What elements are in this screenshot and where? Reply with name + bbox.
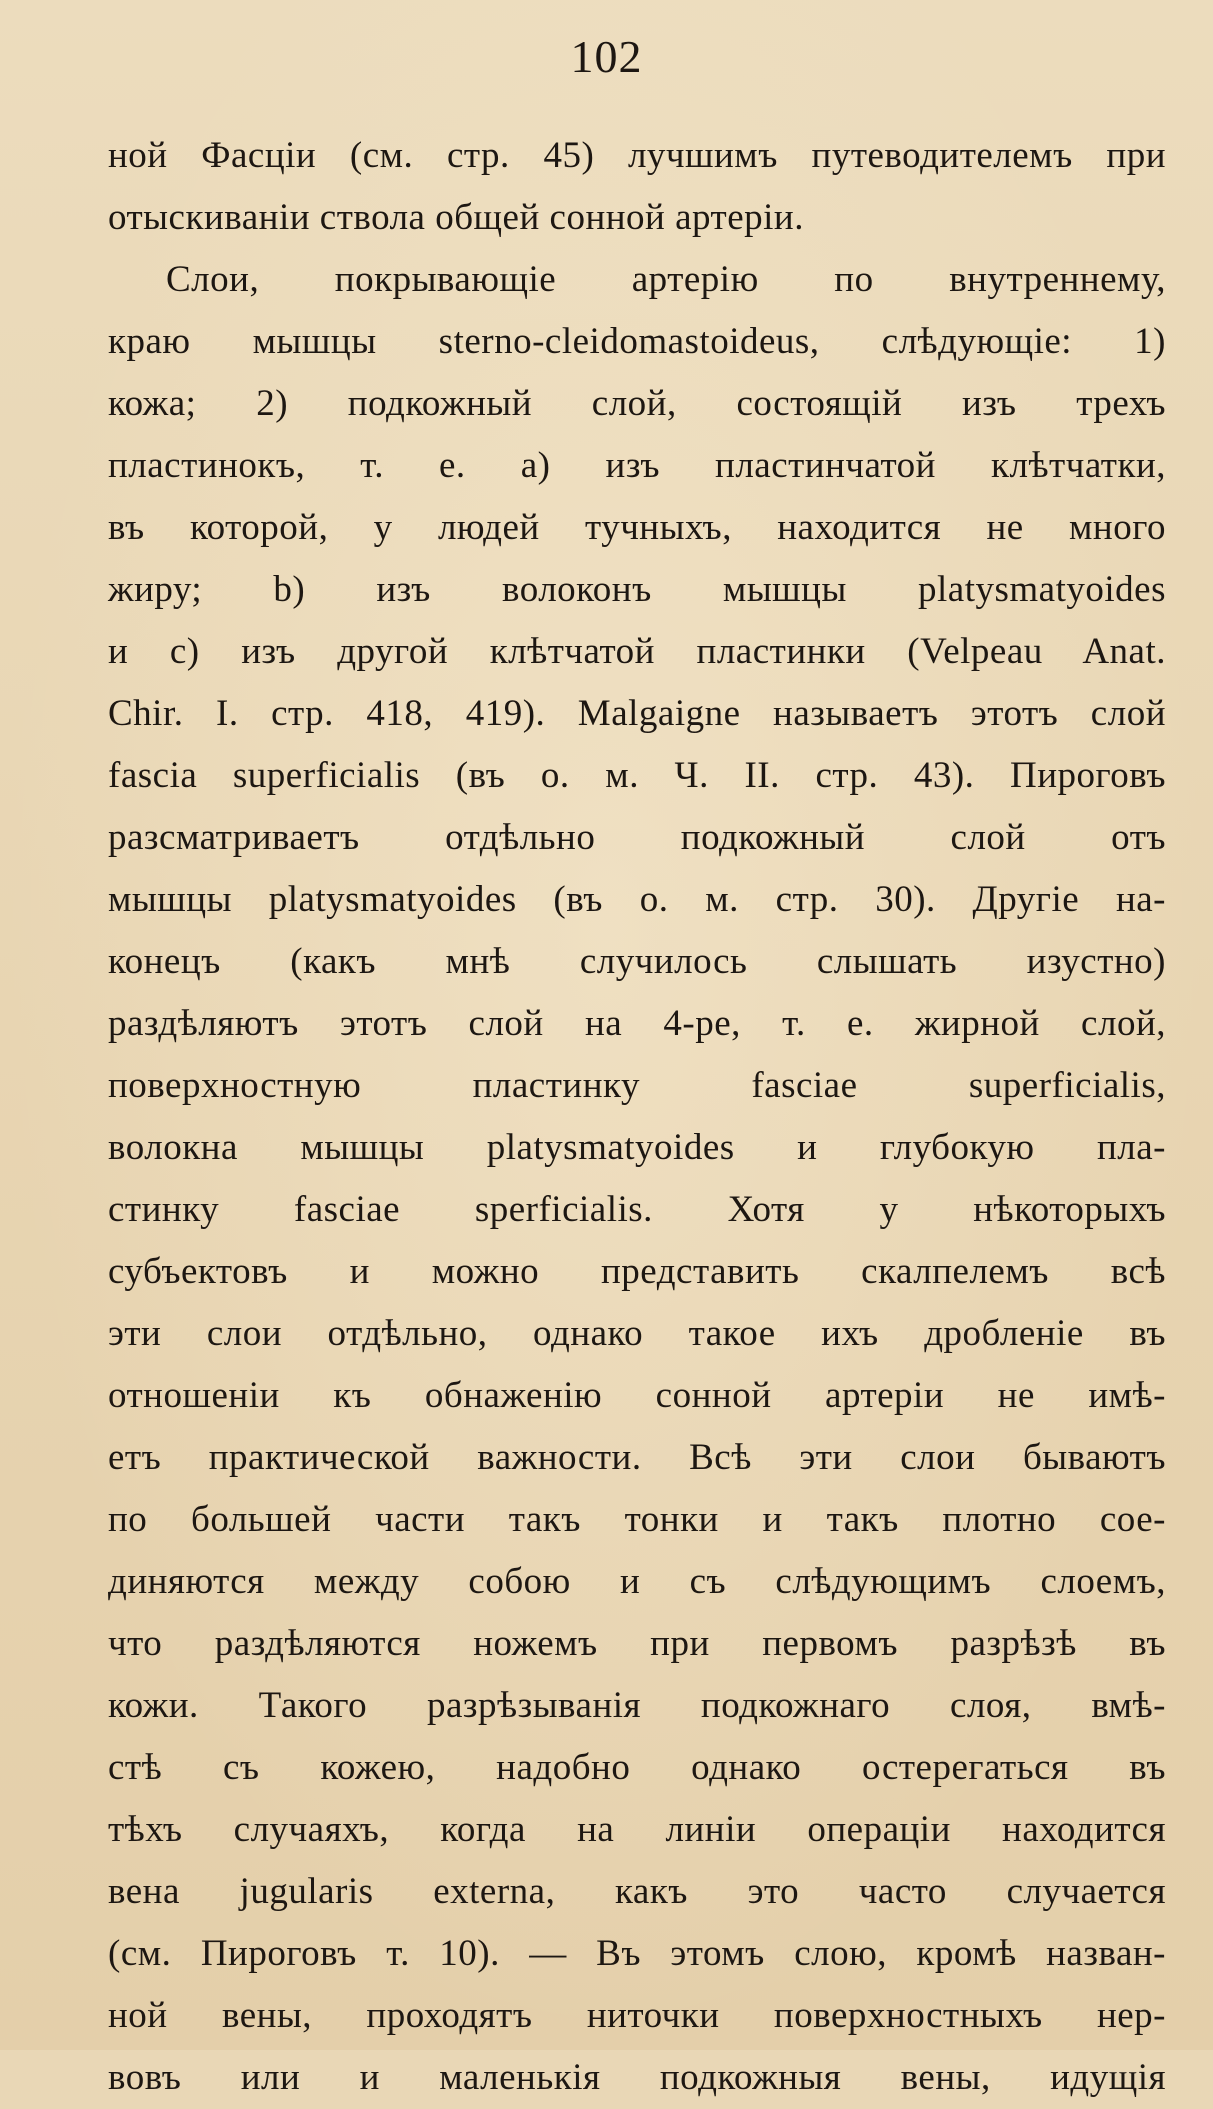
text-line: въ которой, у людей тучныхъ, находится не много <box>108 507 1166 548</box>
text-line: конецъ (какъ мнѣ случилось слышать изустно) <box>108 941 1166 982</box>
text-line: жиру; b) изъ волоконъ мышцы platysmatyoides <box>108 569 1166 610</box>
page-number: 102 <box>570 31 643 82</box>
text-line: краю мышцы sterno-cleidomastoideus, слѣдующіе: 1) <box>108 321 1166 362</box>
text-line: кожа; 2) подкожный слой, состоящій изъ трехъ <box>108 383 1166 424</box>
text-line: ной Фасціи (см. стр. 45) лучшимъ путеводителемъ при <box>108 135 1166 176</box>
text-line: Слои, покрывающіе артерію по внутреннему, <box>166 259 1166 300</box>
text-line: вена jugularis externa, какъ это часто случается <box>108 1871 1166 1912</box>
body-text <box>108 125 1166 2109</box>
text-line: кожи. Такого разрѣзыванія подкожнаго слоя, вмѣ- <box>108 1685 1166 1726</box>
text-line: что раздѣляются ножемъ при первомъ разрѣзѣ въ <box>108 1623 1166 1664</box>
text-line: тѣхъ случаяхъ, когда на линіи операціи находится <box>108 1809 1166 1850</box>
text-line: вовъ или и маленькія подкожныя вены, идущія <box>108 2057 1166 2098</box>
text-line: ной вены, проходятъ ниточки поверхностныхъ нер- <box>108 1995 1166 2036</box>
text-line: субъектовъ и можно представить скалпелемъ всѣ <box>108 1251 1166 1292</box>
text-line: разсматриваетъ отдѣльно подкожный слой отъ <box>108 817 1166 858</box>
text-line: Chir. I. стр. 418, 419). Malgaigne называетъ этотъ слой <box>108 693 1166 734</box>
text-line: етъ практической важности. Всѣ эти слои бываютъ <box>108 1437 1166 1478</box>
text-line: поверхностную пластинку fasciae superficialis, <box>108 1065 1166 1106</box>
text-line: пластинокъ, т. е. a) изъ пластинчатой клѣтчатки, <box>108 445 1166 486</box>
text-line: раздѣляютъ этотъ слой на 4-ре, т. е. жирной слой, <box>108 1003 1166 1044</box>
text-line: волокна мышцы platysmatyoides и глубокую пла- <box>108 1127 1166 1168</box>
text-line: и c) изъ другой клѣтчатой пластинки (Velpeau Anat. <box>108 631 1166 672</box>
text-line: fascia superficialis (въ о. м. Ч. II. стр. 43). Пироговъ <box>108 755 1166 796</box>
text-line: диняются между собою и съ слѣдующимъ слоемъ, <box>108 1561 1166 1602</box>
text-line: мышцы platysmatyoides (въ о. м. стр. 30). Другіе на- <box>108 879 1166 920</box>
text-line: по большей части такъ тонки и такъ плотно сое- <box>108 1499 1166 1540</box>
text-line: стѣ съ кожею, надобно однако остерегаться въ <box>108 1747 1166 1788</box>
text-line: (см. Пироговъ т. 10). — Въ этомъ слою, кромѣ назван- <box>108 1933 1166 1974</box>
text-line: отыскиваніи ствола общей сонной артеріи. <box>108 197 804 238</box>
text-line: эти слои отдѣльно, однако такое ихъ дробленіе въ <box>108 1313 1166 1354</box>
text-line: стинку fasciae sperficialis. Хотя у нѣкоторыхъ <box>108 1189 1166 1230</box>
text-line: отношеніи къ обнаженію сонной артеріи не имѣ- <box>108 1375 1166 1416</box>
